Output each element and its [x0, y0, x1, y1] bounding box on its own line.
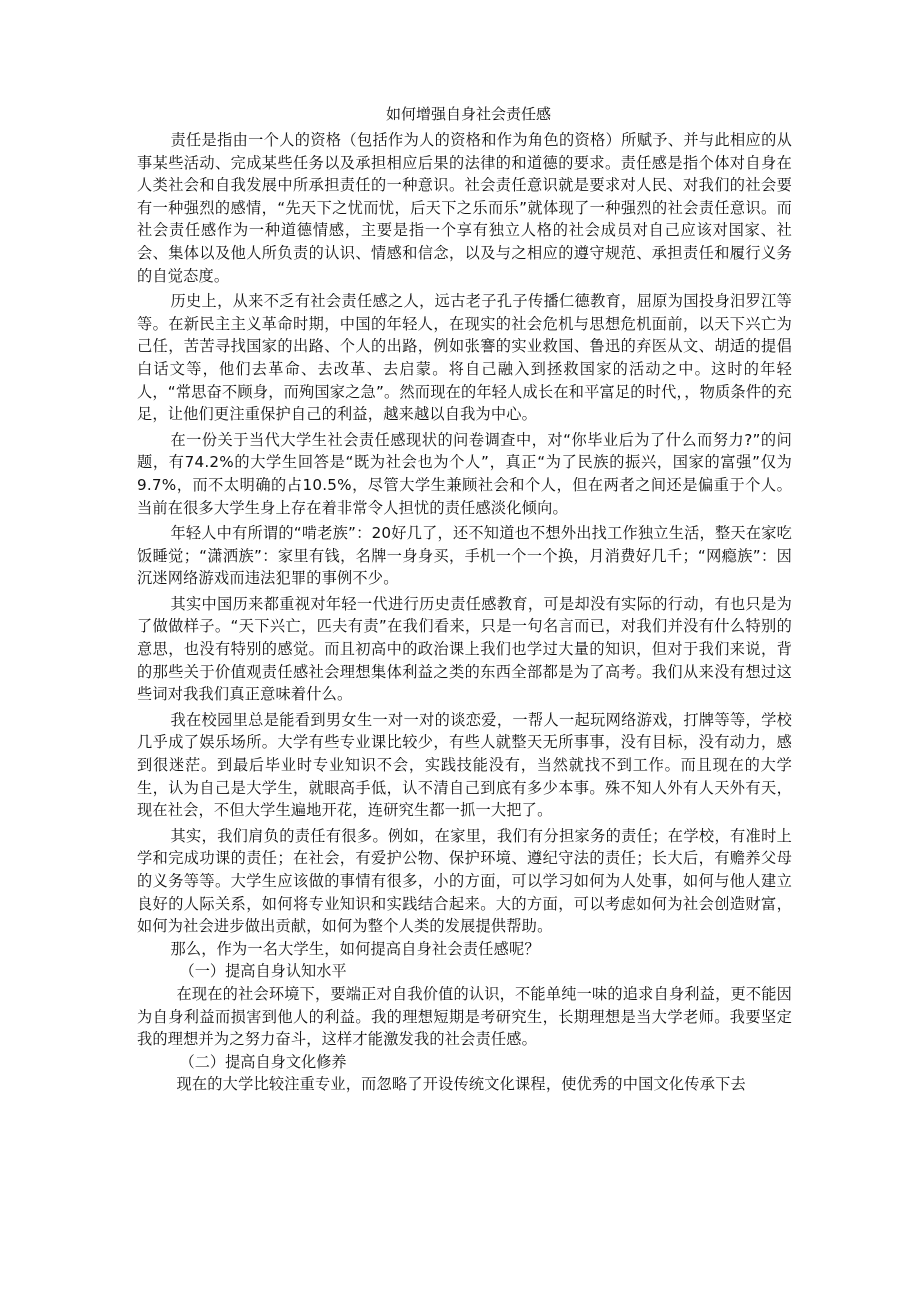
paragraph-responsibility-definition: 责任是指由一个人的资格（包括作为人的资格和作为角色的资格）所赋予、并与此相应的从事某些活动、完成某些任务以及承担相应后果的法律的和道德的要求。责任感是指个体对自身在人类社会和自我发展中所承担责任的一种意识。社会责任意识就是要求对人民、对我们的社会要有一种强烈的感情，“先天下之忧而忧，后天下之乐而乐”就体现了一种强烈的社会责任意识。而社会责任感作为一种道德情感，主要是指一个享有独立人格的社会成员对自己应该对国家、社会、集体以及他人所负责的认识、情感和信念，以及与之相应的遵守规范、承担责任和履行义务的自觉态度。 [137, 131, 792, 285]
paragraph-campus: 我在校园里总是能看到男女生一对一对的谈恋爱，一帮人一起玩网络游戏，打牌等等，学校几乎成了娱乐场所。大学有些专业课比较少，有些人就整天无所事事，没有目标，没有动力，感到很迷茫。到最后毕业时专业知识不会，实践技能没有，当然就找不到工作。而且现在的大学生，认为自己是大学生，就眼高手低，认不清自己到底有多少本事。殊不知人外有人天外有天，现在社会，不但大学生遍地开花，连研究生都一抓一大把了。 [137, 710, 792, 820]
paragraph-survey: 在一份关于当代大学生社会责任感现状的问卷调查中，对“你毕业后为了什么而努力?”的问题，有74.2%的大学生回答是“既为社会也为个人”，真正“为了民族的振兴，国家的富强”仅为9.7%，而不太明确的占10.5%，尽管大学生兼顾社会和个人，但在两者之间还是偏重于个人。当前在很多大学生身上存在着非常令人担忧的责任感淡化倾向。 [137, 430, 792, 517]
document-page [137, 104, 792, 1096]
document-title: 如何增强自身社会责任感 [385, 105, 551, 123]
paragraph-education: 其实中国历来都重视对年轻一代进行历史责任感教育，可是却没有实际的行动，有也只是为了做做样子。“天下兴亡，匹夫有责”在我们看来，只是一句名言而已，对我们并没有什么特别的意思，也没有特别的感觉。而且初高中的政治课上我们也学过大量的知识，但对于我们来说，背的那些关于价值观责任感社会理想集体利益之类的东西全部都是为了高考。我们从来没有想过这些词对我我们真正意味着什么。 [137, 594, 792, 704]
section-2-heading: （二）提高自身文化修养 [179, 1052, 347, 1071]
section-1-text: 在现在的社会环境下，要端正对自我价值的认识，不能单纯一味的追求自身利益，更不能因为自身利益而损害到他人的利益。我的理想短期是考研究生，长期理想是当大学老师。我要坚定我的理想并为之努力奋斗，这样才能激发我的社会责任感。 [137, 984, 793, 1049]
section-2-text: 现在的大学比较注重专业，而忽略了开设传统文化课程，使优秀的中国文化传承下去 [176, 1075, 746, 1094]
paragraph-responsibilities: 其实，我们肩负的责任有很多。例如，在家里，我们有分担家务的责任；在学校，有准时上学和完成功课的责任；在社会，有爱护公物、保护环境、遵纪守法的责任；长大后，有赡养父母的义务等等。大学生应该做的事情有很多，小的方面，可以学习如何为人处事，如何与他人建立良好的人际关系，如何将专业知识和实践结合起来。大的方面，可以考虑如何为社会创造财富，如何为社会进步做出贡献，如何为整个人类的发展提供帮助。 [137, 826, 792, 936]
paragraph-history: 历史上，从来不乏有社会责任感之人，远古老子孔子传播仁德教育，屈原为国投身汨罗江等等。在新民主主义革命时期，中国的年轻人，在现实的社会危机与思想危机面前，以天下兴亡为己任，苦苦寻找国家的出路、个人的出路，例如张謇的实业救国、鲁迅的弃医从文、胡适的提倡白话文等，他们去革命、去改革、去启蒙。将自己融入到拯救国家的活动之中。这时的年轻人，“常思奋不顾身，而殉国家之急”。然而现在的年轻人成长在和平富足的时代，，物质条件的充足，让他们更注重保护自己的利益，越来越以自我为中心。 [137, 292, 792, 424]
paragraph-question: 那么，作为一名大学生，如何提高自身社会责任感呢？ [170, 939, 540, 958]
section-1-heading: （一）提高自身认知水平 [179, 962, 347, 981]
paragraph-youth-groups: 年轻人中有所谓的“啃老族”：20好几了，还不知道也不想外出找工作独立生活，整天在家吃饭睡觉；“潇洒族”：家里有钱，名牌一身身买，手机一个一个换，月消费好几千；“网瘾族”：因沉迷网络游戏而违法犯罪的事例不少。 [137, 524, 792, 588]
